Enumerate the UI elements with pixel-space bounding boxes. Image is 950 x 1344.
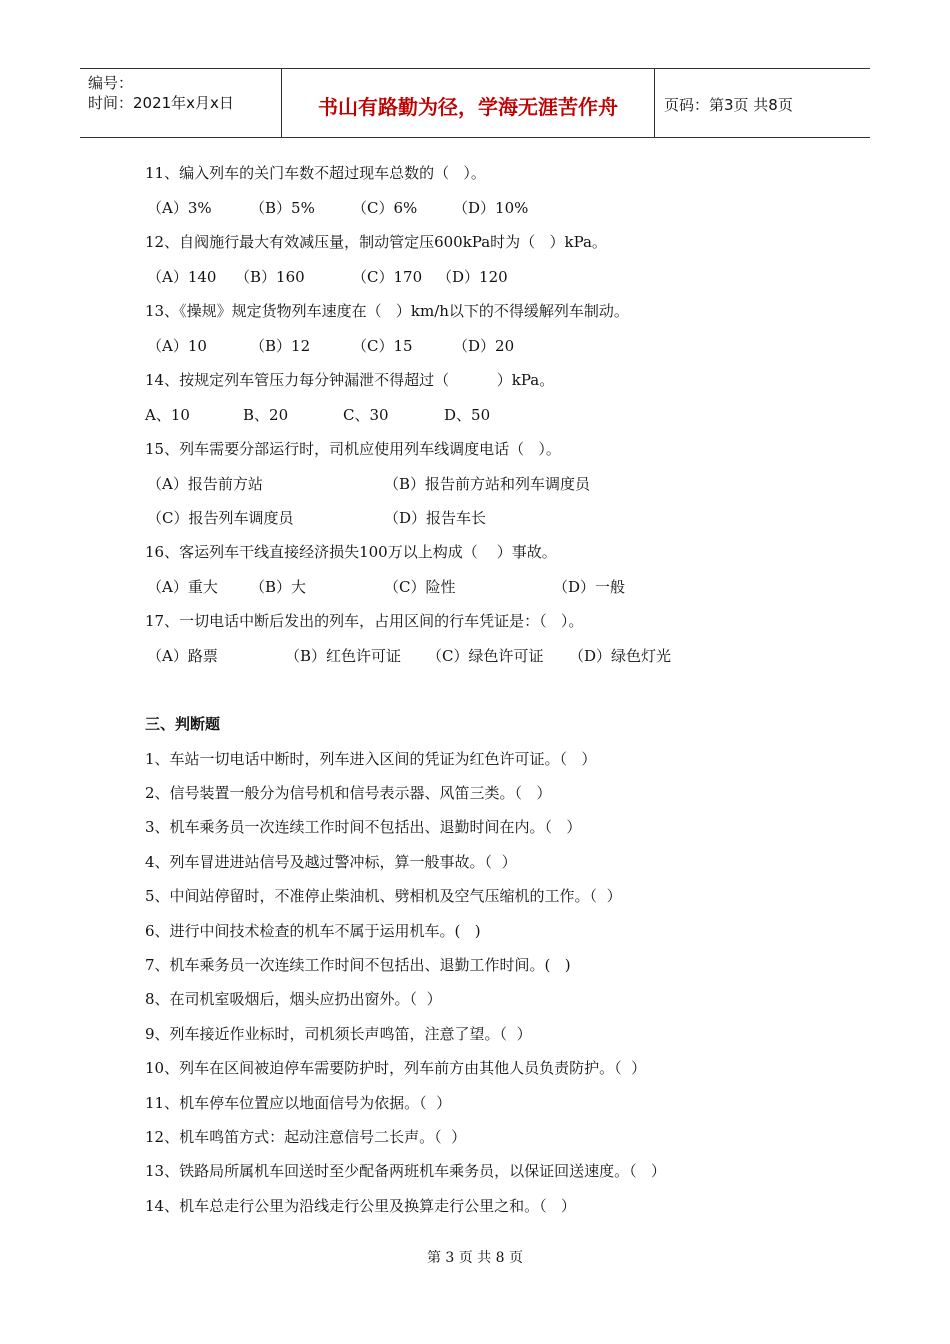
judgment-item: 1、车站一切电话中断时，列车进入区间的凭证为红色许可证。（ ）	[145, 750, 597, 768]
option: （A）3%	[147, 199, 212, 217]
judgment-item: 13、铁路局所属机车回送时至少配备两班机车乘务员，以保证回送速度。（ ）	[145, 1162, 666, 1180]
header-left-cell	[80, 69, 280, 137]
option: A、10	[145, 406, 190, 424]
option: （A）重大	[147, 578, 218, 596]
option: （B）大	[250, 578, 307, 596]
judgment-item: 6、进行中间技术检查的机车不属于运用机车。( )	[145, 922, 481, 940]
option: （C）15	[352, 337, 413, 355]
judgment-item: 10、列车在区间被迫停车需要防护时，列车前方由其他人员负责防护。（ ）	[145, 1059, 647, 1077]
option: （C）170	[352, 268, 423, 286]
option: （C）险性	[384, 578, 456, 596]
option: B、20	[243, 406, 289, 424]
option: （D）一般	[553, 578, 626, 596]
judgment-item: 5、中间站停留时，不准停止柴油机、劈相机及空气压缩机的工作。（ ）	[145, 887, 622, 905]
judgment-item: 14、机车总走行公里为沿线走行公里及换算走行公里之和。（ ）	[145, 1197, 576, 1215]
question-17: 17、一切电话中断后发出的列车，占用区间的行车凭证是：（ ）。	[145, 612, 584, 630]
option: （D）绿色灯光	[569, 647, 672, 665]
option: （B）160	[235, 268, 305, 286]
judgment-item: 12、机车鸣笛方式：起动注意信号二长声。（ ）	[145, 1128, 467, 1146]
judgment-item: 11、机车停车位置应以地面信号为依据。（ ）	[145, 1094, 452, 1112]
judgment-item: 7、机车乘务员一次连续工作时间不包括出、退勤工作时间。( )	[145, 956, 571, 974]
option: C、30	[343, 406, 389, 424]
judgment-item: 3、机车乘务员一次连续工作时间不包括出、退勤时间在内。（ ）	[145, 818, 582, 836]
option: （A）140	[147, 268, 217, 286]
option: （C）绿色许可证	[427, 647, 544, 665]
option: （C）报告列车调度员	[147, 509, 294, 527]
header-right-cell	[654, 69, 870, 137]
judgment-item: 2、信号装置一般分为信号机和信号表示器、风笛三类。（ ）	[145, 784, 552, 802]
option: （B）5%	[250, 199, 315, 217]
motto-text: 书山有路勤为径，学海无涯苦作舟	[318, 95, 618, 119]
question-15: 15、列车需要分部运行时，司机应使用列车线调度电话（ ）。	[145, 440, 561, 458]
section-title: 三、判断题	[145, 715, 221, 733]
question-14: 14、按规定列车管压力每分钟漏泄不得超过（ ）kPa。	[145, 371, 555, 389]
header-motto-cell	[281, 69, 655, 137]
page-footer: 第 3 页 共 8 页	[426, 1250, 524, 1266]
option: （A）10	[147, 337, 207, 355]
option: （A）报告前方站	[147, 475, 263, 493]
question-12: 12、自阀施行最大有效减压量，制动管定压600kPa时为（ ）kPa。	[145, 233, 607, 251]
option: （D）10%	[453, 199, 529, 217]
judgment-item: 8、在司机室吸烟后，烟头应扔出窗外。（ ）	[145, 990, 442, 1008]
serial-number-label: 编号：	[88, 74, 134, 92]
page-number-label: 页码：第3页 共8页	[664, 96, 793, 114]
option: （A）路票	[147, 647, 218, 665]
judgment-item: 9、列车接近作业标时，司机须长声鸣笛，注意了望。（ ）	[145, 1025, 532, 1043]
question-13: 13、《操规》规定货物列车速度在（ ）km/h以下的不得缓解列车制动。	[145, 302, 629, 320]
question-11: 11、编入列车的关门车数不超过现车总数的（ ）。	[145, 164, 486, 182]
option: （D）120	[437, 268, 508, 286]
judgment-item: 4、列车冒进进站信号及越过警冲标，算一般事故。（ ）	[145, 853, 517, 871]
option: （B）报告前方站和列车调度员	[384, 475, 591, 493]
option: （B）12	[250, 337, 311, 355]
option: （B）红色许可证	[285, 647, 402, 665]
question-16: 16、客运列车干线直接经济损失100万以上构成（ ）事故。	[145, 543, 557, 561]
option: （C）6%	[352, 199, 418, 217]
option: （D）报告车长	[384, 509, 487, 527]
option: （D）20	[453, 337, 515, 355]
page-header	[80, 68, 870, 138]
date-label: 时间：2021年x月x日	[88, 94, 234, 112]
option: D、50	[444, 406, 491, 424]
